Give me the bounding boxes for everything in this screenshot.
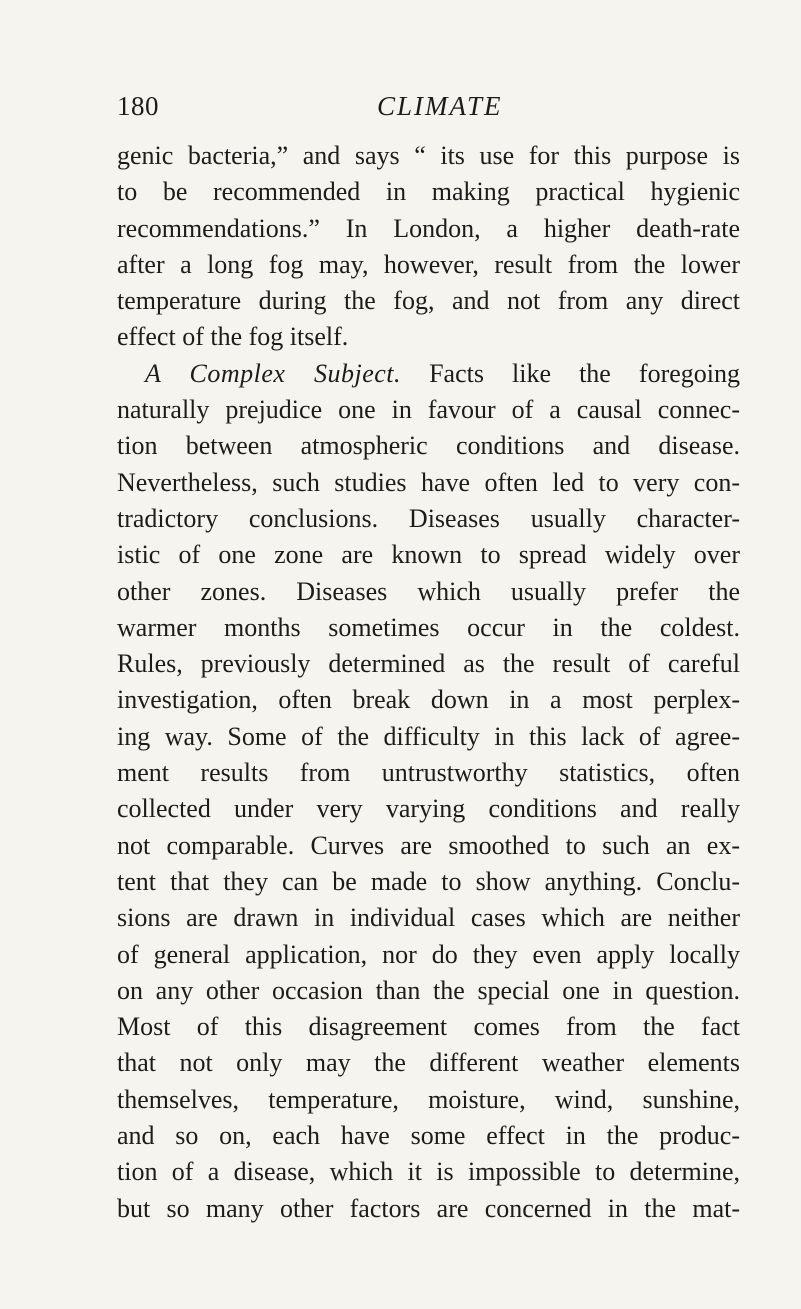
body-text bbox=[117, 138, 740, 1227]
text-line: Rules, previously determined as the result of careful bbox=[117, 649, 740, 679]
text-line: after a long fog may, however, result from the lower bbox=[117, 249, 740, 279]
running-head bbox=[117, 88, 737, 124]
text-line: recommendations.” In London, a higher death-rate bbox=[117, 213, 740, 243]
text-line: but so many other factors are concerned in the mat- bbox=[117, 1193, 740, 1223]
text-line: genic bacteria,” and says “ its use for this purpose is bbox=[117, 141, 740, 170]
text-line: temperature during the fog, and not from any direct bbox=[117, 286, 740, 316]
text-line: warmer months sometimes occur in the coldest. bbox=[117, 612, 740, 642]
text-line: effect of the fog itself. bbox=[117, 322, 349, 352]
text-line: of general application, nor do they even apply locally bbox=[117, 939, 740, 969]
text-line: tent that they can be made to show anything. Conclu- bbox=[117, 866, 740, 896]
text-line: tion between atmospheric conditions and disease. bbox=[117, 431, 740, 461]
text-line: sions are drawn in individual cases which are neither bbox=[117, 903, 740, 933]
text-line: to be recommended in making practical hygienic bbox=[117, 177, 740, 207]
text-line: Nevertheless, such studies have often led to very con- bbox=[117, 467, 740, 497]
text-line: tion of a disease, which it is impossible to determine, bbox=[117, 1157, 740, 1187]
text-line: that not only may the different weather elements bbox=[117, 1048, 740, 1078]
text-line: Most of this disagreement comes from the fact bbox=[117, 1012, 740, 1042]
page-number: 180 bbox=[117, 91, 159, 121]
paragraph-start: Facts like the foregoing bbox=[429, 358, 740, 388]
text-line: collected under very varying conditions and really bbox=[117, 794, 740, 824]
text-line: ing way. Some of the difficulty in this lack of agree- bbox=[117, 721, 740, 751]
text-line: not comparable. Curves are smoothed to such an ex- bbox=[117, 830, 740, 860]
text-line: istic of one zone are known to spread widely over bbox=[117, 540, 740, 570]
paragraph-line bbox=[117, 356, 740, 392]
text-line: other zones. Diseases which usually prefer the bbox=[117, 576, 740, 606]
text-line: ment results from untrustworthy statistics, often bbox=[117, 758, 740, 788]
text-line: and so on, each have some effect in the produc- bbox=[117, 1121, 740, 1151]
text-line: on any other occasion than the special one in question. bbox=[117, 975, 740, 1005]
text-line: themselves, temperature, moisture, wind, sunshine, bbox=[117, 1084, 740, 1114]
text-line: tradictory conclusions. Diseases usually character- bbox=[117, 503, 740, 533]
text-line: naturally prejudice one in favour of a causal connec- bbox=[117, 395, 740, 425]
running-title: CLIMATE bbox=[377, 91, 503, 121]
text-line: investigation, often break down in a most perplex- bbox=[117, 685, 740, 715]
section-heading: A Complex Subject. bbox=[145, 358, 401, 388]
